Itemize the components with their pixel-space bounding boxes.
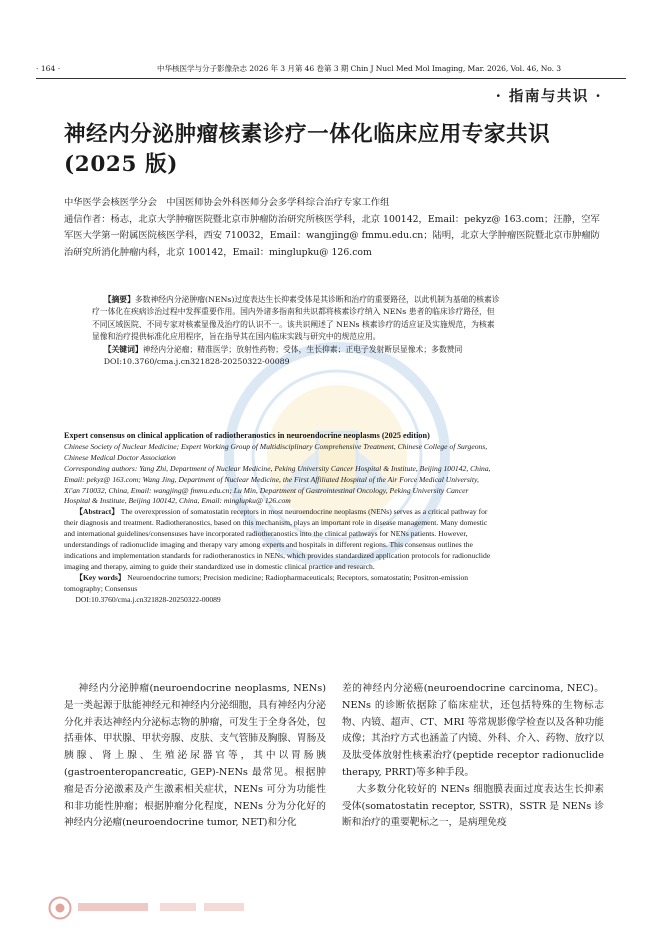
running-header <box>36 63 626 75</box>
doi-zh: DOI:10.3760/cma.j.cn321828-20250322-00089 <box>103 357 290 367</box>
publisher-logo-icon <box>48 896 72 920</box>
keywords-zh-label: 【关键词】 <box>103 344 143 354</box>
abstract-en-text: The overexpression of somatostatin receptors in most neuroendocrine neoplasms (NENs) serves as a critical pathway for their diagnosis and treatment. Radiotheranostics, based on this mechanism, plays an important role in disease management. Many domestic and international guidelines/consensuses have incorporated radiotheranostics into the clinical pathways for NENs patients. However, understandings of radionuclide imaging and therapy vary among experts and hospitals in different regions. This consensus outlines the indications and implementation standards for radiotheranostics in NENs, which provides standardized application protocols for radionuclide imaging and therapy, aiming to guide their standardized use in domestic clinical practice and research. <box>64 507 491 571</box>
page-number: · 164 · <box>36 64 61 73</box>
header-rule <box>36 78 626 79</box>
doi-en: DOI:10.3760/cma.j.cn321828-20250322-00089 <box>75 594 221 604</box>
column-tag: · 指南与共识 · <box>495 88 602 105</box>
abstract-zh-text: 多数神经内分泌肿瘤(NENs)过度表达生长抑素受体是其诊断和治疗的重要路径，以此机制为基础的核素诊疗一体化在疾病诊治过程中发挥重要作用。国内外诸多指南和共识都将核素诊疗纳入 NENs 患者的临床诊疗路径，但不同区域医院、不同专家对核素显像及治疗的认识不一。该共识阐述了 NENs 核素诊疗的适应证及实施规范，为核素显像和治疗提供标准化应用程序，旨在指导其在国内临床实践与研究中的规范应用。 <box>92 295 500 342</box>
article-title: 神经内分泌肿瘤核素诊疗一体化临床应用专家共识(2025 版) <box>64 122 551 177</box>
english-authors: Chinese Society of Nuclear Medicine; Expert Working Group of Multidisciplinary Comprehensive Treatment, Chinese College of Surgeons, Chinese Medical Doctor Association <box>64 441 488 462</box>
publisher-footer-mark <box>44 892 304 922</box>
abstract-zh-label: 【摘要】 <box>103 295 135 304</box>
abstract-en-label: 【Abstract】 <box>75 507 119 517</box>
keywords-en-text: Neuroendocrine tumors; Precision medicine; Radiopharmaceuticals; Receptors, somatostatin; Positron-emission tomography; Consensus <box>64 572 469 593</box>
abstract-zh <box>92 294 500 368</box>
keywords-en-label: 【Key words】 <box>75 572 126 582</box>
authors-cn: 中华医学会核医学分会 中国医师协会外科医师分会多学科综合治疗专家工作组 <box>64 197 390 208</box>
body-paragraph: 大多数分化较好的 NENs 细胞膜表面过度表达生长抑素受体(somatostatin receptor, SSTR)，SSTR 是 NENs 诊断和治疗的重要靶标之一，是病理免疫 <box>342 783 604 829</box>
body-column-left <box>64 681 326 832</box>
keywords-en-paragraph <box>64 573 494 595</box>
abstract-en-paragraph <box>64 507 494 572</box>
keywords-zh-paragraph <box>92 344 500 356</box>
publisher-wordmark-icon <box>78 900 288 914</box>
english-title: Expert consensus on clinical application of radiotheranostics in neuroendocrine neoplasms (2025 edition) <box>64 431 430 440</box>
correspondence-cn: 通信作者：杨志，北京大学肿瘤医院暨北京市肿瘤防治研究所核医学科，北京 100142，Email：pekyz@ 163.com；汪静，空军军医大学第一附属医院核医学科，西安 710032，Email：wangjing@ fmmu.edu.cn；陆明，北京大学肿瘤医院暨北京市肿瘤防治研究所消化肿瘤内科，北京 100142，Email：minglupku@ 126.com <box>64 213 600 258</box>
english-correspondence: Corresponding authors: Yang Zhi, Department of Nuclear Medicine, Peking University Cancer Hospital & Institute, Beijing 100142, China, Email: pekyz@ 163.com; Wang Jing, Department of Nuclear Medicine, the First Affiliated Hospital of the Air Force Medical University, Xi'an 710032, China, Email: wangjing@ fmmu.edu.cn; Lu Min, Department of Gastrointestinal Oncology, Peking University Cancer Hospital & Institute, Beijing 100142, China, Email: minglupku@ 126.com <box>64 463 491 506</box>
body-paragraph: 差的神经内分泌癌(neuroendocrine carcinoma, NEC)。NENs 的诊断依据除了临床症状，还包括特殊的生物标志物、内镜、超声、CT、MRI 等常规影像学检查以及各种功能成像；其治疗方式也涵盖了内镜、外科、介入、药物、放疗以及肽受体放射性核素治疗(peptide receptor radionuclide therapy, PRRT)等多种手段。 <box>342 683 604 778</box>
abstract-en <box>64 431 494 606</box>
keywords-zh-text: 神经内分泌瘤；精准医学；放射性药物；受体，生长抑素；正电子发射断层显像术；多数赞同 <box>142 344 463 354</box>
body-paragraph: 神经内分泌肿瘤(neuroendocrine neoplasms, NENs)是一类起源于肽能神经元和神经内分泌细胞，具有神经内分泌分化并表达神经内分泌标志物的肿瘤，可发生于全身各处，包括垂体、甲状腺、甲状旁腺、皮肤、支气管肺及胸腺、胃肠及胰腺、肾上腺、生殖泌尿器官等，其中以胃肠胰(gastroenteropancreatic, GEP)-NENs 最常见。根据肿瘤是否分泌激素及产生激素相关症状，NENs 可分为功能性和非功能性肿瘤；根据肿瘤分化程度，NENs 分为分化好的神经内分泌瘤(neuroendocrine tumor, NET)和分化 <box>64 683 326 829</box>
author-block-cn <box>64 195 600 261</box>
abstract-zh-paragraph <box>92 294 500 344</box>
journal-citation-line: 中华核医学与分子影像杂志 2026 年 3 月第 46 卷第 3 期 Chin J Nucl Med Mol Imaging, Mar. 2026, Vol. 46, No. 3 <box>157 64 561 73</box>
body-column-right <box>342 681 604 832</box>
